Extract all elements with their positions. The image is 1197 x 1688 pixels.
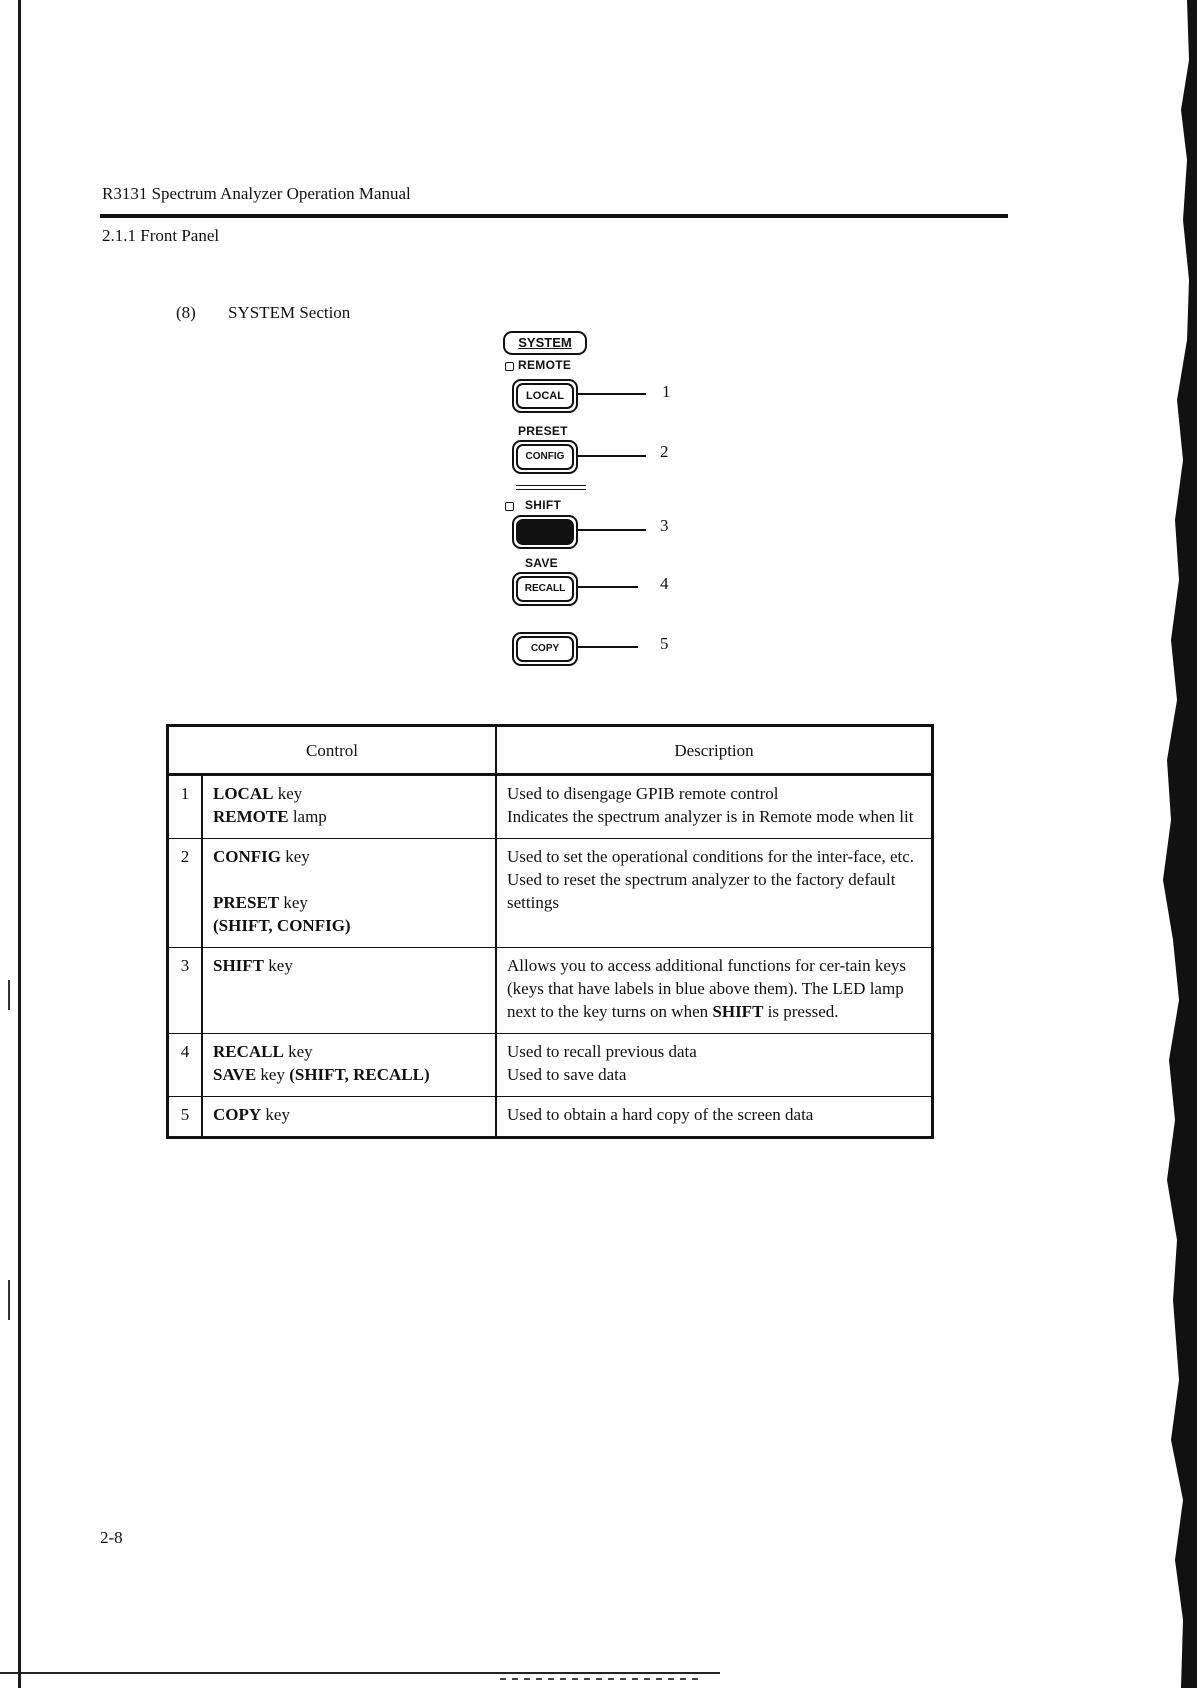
control-cell: SHIFT key: [202, 948, 496, 1034]
description-cell: Used to obtain a hard copy of the screen data: [496, 1097, 933, 1138]
scan-mark: [8, 1280, 10, 1320]
control-cell: CONFIG key PRESET key (SHIFT, CONFIG): [202, 839, 496, 948]
description-cell: Allows you to access additional functions for cer-tain keys (keys that have labels in blue above them). The LED lamp next to the key turns on when SHIFT is pressed.: [496, 948, 933, 1034]
scan-bottom-line: [0, 1672, 720, 1674]
control-table: [166, 724, 934, 1139]
row-number: 2: [168, 839, 203, 948]
table-row: [168, 1034, 933, 1097]
table-header-row: [168, 726, 933, 775]
torn-page-edge: [1117, 0, 1197, 1688]
section-title: SYSTEM Section: [228, 303, 351, 322]
table-row: [168, 1097, 933, 1138]
page-header-subsection: 2.1.1 Front Panel: [102, 226, 220, 245]
leader-line: [578, 529, 646, 531]
local-key[interactable]: LOCAL: [516, 383, 574, 409]
row-number: 1: [168, 775, 203, 839]
callout-4: 4: [660, 574, 669, 593]
page-header-title: R3131 Spectrum Analyzer Operation Manual: [102, 184, 411, 203]
callout-1: 1: [662, 382, 671, 401]
save-label: SAVE: [525, 556, 558, 570]
shift-label: SHIFT: [525, 498, 562, 512]
recall-key[interactable]: RECALL: [516, 576, 574, 602]
description-header: Description: [496, 726, 933, 775]
header-rule: [100, 214, 1008, 218]
scan-mark: [8, 980, 10, 1010]
control-cell: COPY key: [202, 1097, 496, 1138]
leader-line: [578, 646, 638, 648]
scan-left-border: [18, 0, 21, 1688]
preset-label: PRESET: [518, 424, 568, 438]
shift-lamp-icon: [505, 502, 514, 511]
remote-lamp-icon: [505, 362, 514, 371]
remote-label: REMOTE: [518, 358, 572, 372]
system-panel-label: SYSTEM: [503, 331, 587, 355]
control-cell: LOCAL key REMOTE lamp: [202, 775, 496, 839]
control-cell: RECALL key SAVE key (SHIFT, RECALL): [202, 1034, 496, 1097]
table-row: [168, 948, 933, 1034]
leader-line: [578, 455, 646, 457]
copy-key[interactable]: COPY: [516, 636, 574, 662]
table-row: [168, 775, 933, 839]
scan-bottom-dots: [500, 1678, 700, 1680]
description-cell: Used to set the operational conditions for the inter-face, etc. Used to reset the spectrum analyzer to the factory default settings: [496, 839, 933, 948]
row-number: 3: [168, 948, 203, 1034]
row-number: 5: [168, 1097, 203, 1138]
callout-5: 5: [660, 634, 669, 653]
table-row: [168, 839, 933, 948]
page-number: 2-8: [100, 1528, 123, 1547]
leader-line: [578, 586, 638, 588]
description-cell: Used to disengage GPIB remote control Indicates the spectrum analyzer is in Remote mode when lit: [496, 775, 933, 839]
shift-key[interactable]: [516, 519, 574, 545]
description-cell: Used to recall previous data Used to save data: [496, 1034, 933, 1097]
row-number: 4: [168, 1034, 203, 1097]
callout-3: 3: [660, 516, 669, 535]
config-key[interactable]: CONFIG: [516, 444, 574, 470]
control-header: Control: [168, 726, 497, 775]
callout-2: 2: [660, 442, 669, 461]
panel-divider: [516, 485, 586, 490]
section-number: (8): [176, 303, 196, 322]
leader-line: [578, 393, 646, 395]
